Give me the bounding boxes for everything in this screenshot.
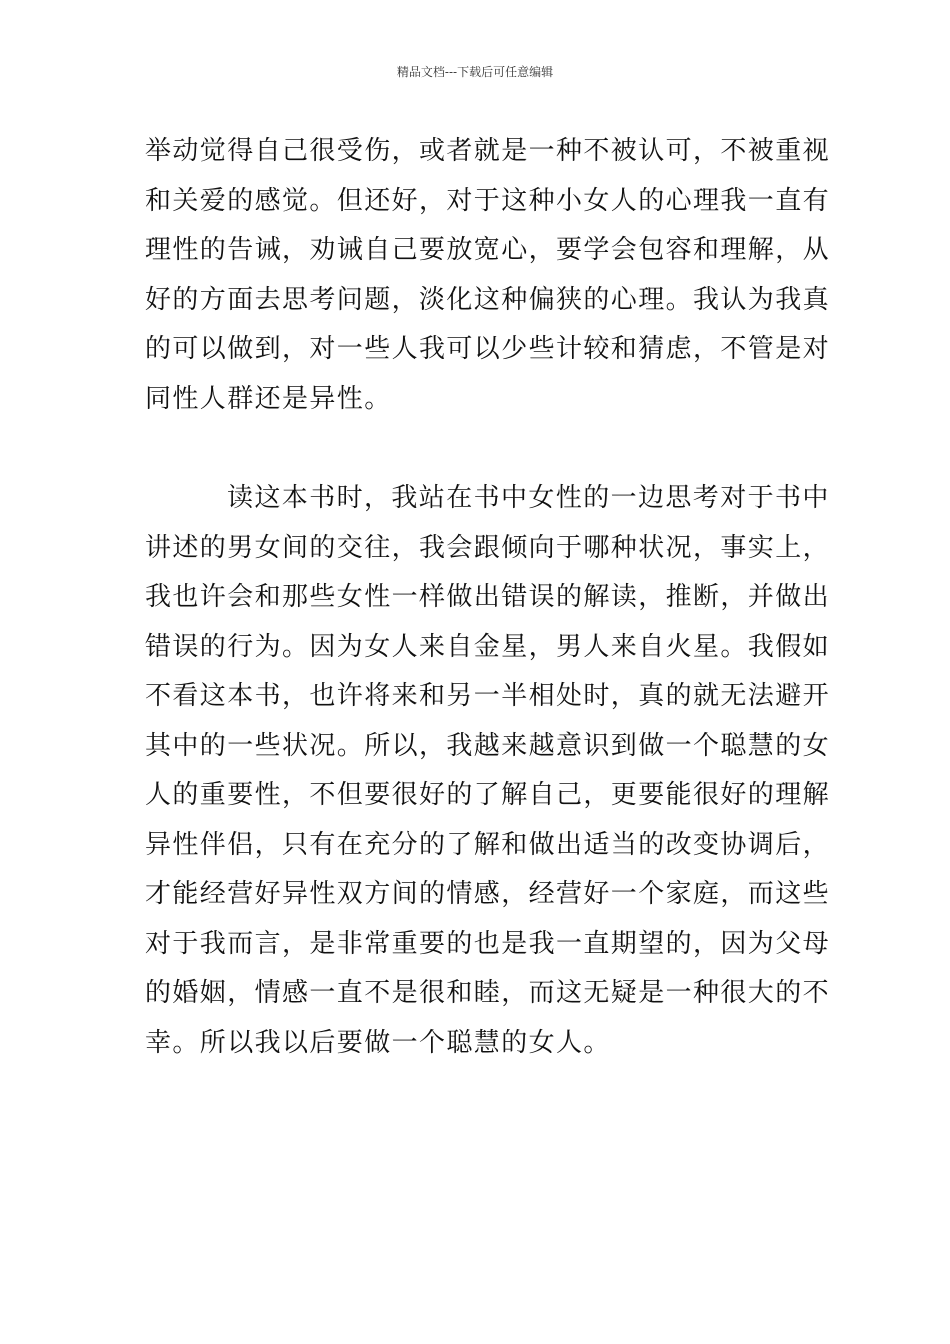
paragraph-line: 同性人群还是异性。 [145, 383, 392, 414]
paragraph-line: 不看这本书，也许将来和另一半相处时，真的就无法避开 [145, 681, 831, 711]
paragraph-line: 幸。所以我以后要做一个聪慧的女人。 [145, 1027, 611, 1058]
paragraph-line: 的可以做到，对一些人我可以少些计较和猜虑，不管是对 [145, 334, 831, 364]
paragraph-line: 其中的一些状况。所以，我越来越意识到做一个聪慧的女 [145, 730, 831, 761]
paragraph-line: 举动觉得自己很受伤，或者就是一种不被认可，不被重视 [145, 136, 831, 166]
paragraph-2 [145, 474, 831, 1068]
paragraph-line: 异性伴侣，只有在充分的了解和做出适当的改变协调后， [145, 829, 831, 860]
paragraph-line: 才能经营好异性双方间的情感，经营好一个家庭，而这些 [145, 879, 831, 909]
paragraph-line: 和关爱的感觉。但还好，对于这种小女人的心理我一直有 [145, 185, 831, 216]
paragraph-line: 人的重要性，不但要很好的了解自己，更要能很好的理解 [145, 780, 831, 810]
paragraph-line-first: 读这本书时，我站在书中女性的一边思考对于书中 [227, 483, 830, 513]
paragraph-line: 讲述的男女间的交往，我会跟倾向于哪种状况，事实上， [145, 532, 831, 563]
paragraph-1 [145, 127, 831, 424]
paragraph-line: 理性的告诫，劝诫自己要放宽心，要学会包容和理解，从 [145, 235, 831, 265]
paragraph-line: 好的方面去思考问题，淡化这种偏狭的心理。我认为我真 [145, 284, 831, 315]
paragraph-line: 对于我而言，是非常重要的也是我一直期望的，因为父母 [145, 928, 831, 959]
page-header: 精品文档---下载后可任意编辑 [396, 65, 554, 79]
paragraph-line: 我也许会和那些女性一样做出错误的解读，推断，并做出 [145, 582, 831, 612]
paragraph-line: 的婚姻，情感一直不是很和睦，而这无疑是一种很大的不 [145, 978, 831, 1008]
paragraph-line: 错误的行为。因为女人来自金星，男人来自火星。我假如 [145, 631, 831, 662]
